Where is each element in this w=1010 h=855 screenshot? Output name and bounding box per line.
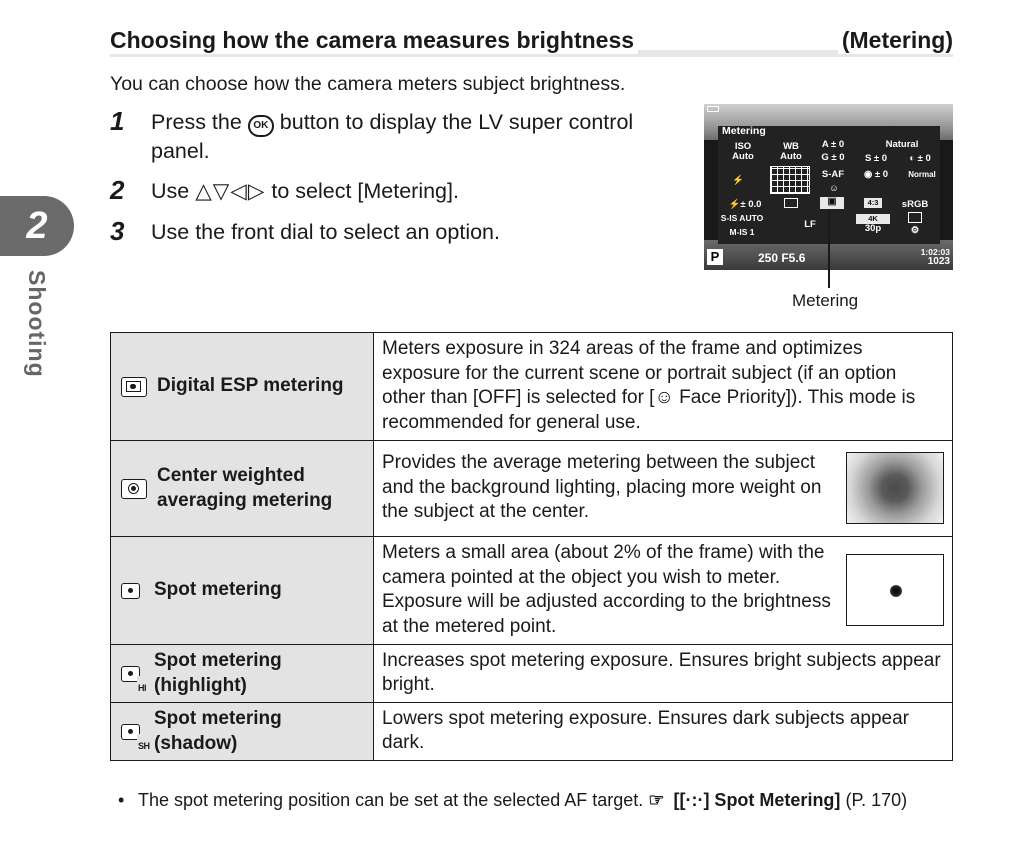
- lv-exposure-icon: [908, 212, 922, 223]
- lv-iso: ISO Auto: [732, 141, 754, 162]
- step-number: 3: [110, 216, 125, 246]
- battery-icon: [707, 106, 719, 112]
- lv-wb-comp: A ± 0 G ± 0: [821, 139, 845, 163]
- lv-flash-comp: ⚡± 0.0: [728, 199, 762, 210]
- step-text: Press the OK button to display the LV super control panel.: [151, 110, 634, 163]
- step-text: Use the front dial to select an option.: [151, 220, 500, 244]
- lv-callout-caption: Metering: [792, 291, 859, 310]
- mode-name: Spot metering (shadow): [154, 708, 282, 754]
- lv-color-space: sRGB: [901, 199, 929, 210]
- mode-name: Center weighted averaging metering: [157, 465, 333, 511]
- callout-line: [828, 210, 830, 288]
- table-row: [111, 537, 953, 645]
- mode-description: Meters a small area (about 2% of the frame) with the camera pointed at the object you wish to meter. Exposure will be adjusted according to the brightness at the metered point.: [382, 542, 831, 637]
- page-title-tag: (Metering): [838, 27, 953, 54]
- mode-description-cell: [374, 537, 953, 645]
- lv-video-quality: 4K 30p: [856, 214, 890, 234]
- mode-letter: P: [707, 249, 723, 265]
- lv-saturation: ◉ ± 0: [863, 169, 889, 180]
- lv-image-stab: S-IS AUTO M-IS 1: [720, 213, 764, 237]
- bullet: •: [118, 790, 125, 810]
- cross-reference-link[interactable]: [[·:·] Spot Metering]: [673, 790, 841, 810]
- step-text: Use △▽◁▷ to select [Metering].: [151, 179, 459, 203]
- spot-metering-diagram: [846, 554, 944, 626]
- mode-name: Spot metering (highlight): [154, 650, 282, 696]
- lv-aspect: 4:3: [864, 198, 882, 208]
- lv-sharpness: S ± 0: [864, 153, 888, 164]
- note-text: The spot metering position can be set at the selected AF target. ☞ [[·:·] Spot Metering] (P. 170): [138, 790, 908, 810]
- mode-description: Meters exposure in 324 areas of the frame and optimizes exposure for the current scene or portrait subject (if an option other than [OFF] is selected for [☺ Face Priority]). This mode is recommended for general use.: [374, 333, 953, 441]
- step-number: 2: [110, 175, 125, 205]
- center-weighted-metering-icon: [121, 479, 147, 499]
- table-row: [111, 441, 953, 537]
- mode-name-cell: [111, 333, 374, 441]
- shutter-aperture: 250 F5.6: [758, 251, 806, 265]
- mode-name: Digital ESP metering: [157, 375, 344, 397]
- single-frame-icon: [784, 198, 798, 208]
- mode-description: Increases spot metering exposure. Ensures bright subjects appear bright.: [374, 645, 953, 703]
- step-number: 1: [110, 106, 125, 136]
- arrow-keys-icon: △▽◁▷: [195, 179, 266, 203]
- metering-modes-table: [110, 332, 953, 761]
- mode-name-cell: [111, 537, 374, 645]
- lv-quality: LF: [804, 219, 816, 230]
- face-priority-icon: ☺: [829, 183, 839, 194]
- mode-name: Spot metering: [154, 579, 282, 601]
- intro-text: You can choose how the camera meters subject brightness.: [110, 73, 626, 95]
- page-reference[interactable]: (P. 170): [845, 790, 908, 810]
- mode-description: Lowers spot metering exposure. Ensures dark subjects appear dark.: [374, 703, 953, 761]
- esp-metering-icon: [121, 377, 147, 397]
- chapter-label: Shooting: [24, 270, 50, 378]
- mode-description-cell: [374, 441, 953, 537]
- af-target-grid-icon: [770, 166, 810, 194]
- mode-name-cell: [111, 703, 374, 761]
- page-title: Choosing how the camera measures brightness: [110, 27, 638, 54]
- chapter-number: 2: [26, 205, 48, 247]
- lv-remaining: 1:02:03 1023: [920, 247, 950, 267]
- lv-metering-selected: ▣: [820, 197, 844, 209]
- page-heading: [110, 27, 953, 57]
- flash-icon: ⚡: [732, 175, 744, 186]
- mode-name-cell: [111, 645, 374, 703]
- lv-header: Metering: [722, 125, 766, 137]
- lv-wb: WB Auto: [780, 141, 802, 162]
- lv-gradation: Normal: [908, 170, 936, 179]
- spot-highlight-metering-icon: HI: [121, 666, 140, 682]
- table-row: [111, 645, 953, 703]
- spot-metering-icon: [121, 583, 140, 599]
- table-row: [111, 703, 953, 761]
- table-row: [111, 333, 953, 441]
- lv-picture-mode: Natural: [885, 139, 919, 150]
- lv-contrast: ◐ ± 0: [909, 153, 931, 164]
- gear-icon: ⚙: [910, 225, 920, 236]
- lv-af-mode: S-AF: [821, 169, 845, 180]
- center-weighted-diagram: [846, 452, 944, 524]
- reference-icon: ☞: [648, 790, 665, 810]
- ok-button-icon: OK: [248, 115, 274, 137]
- spot-shadow-metering-icon: SH: [121, 724, 140, 740]
- mode-name-cell: [111, 441, 374, 537]
- mode-description: Provides the average metering between the subject and the background lighting, placing more weight on the subject at the center.: [382, 452, 822, 523]
